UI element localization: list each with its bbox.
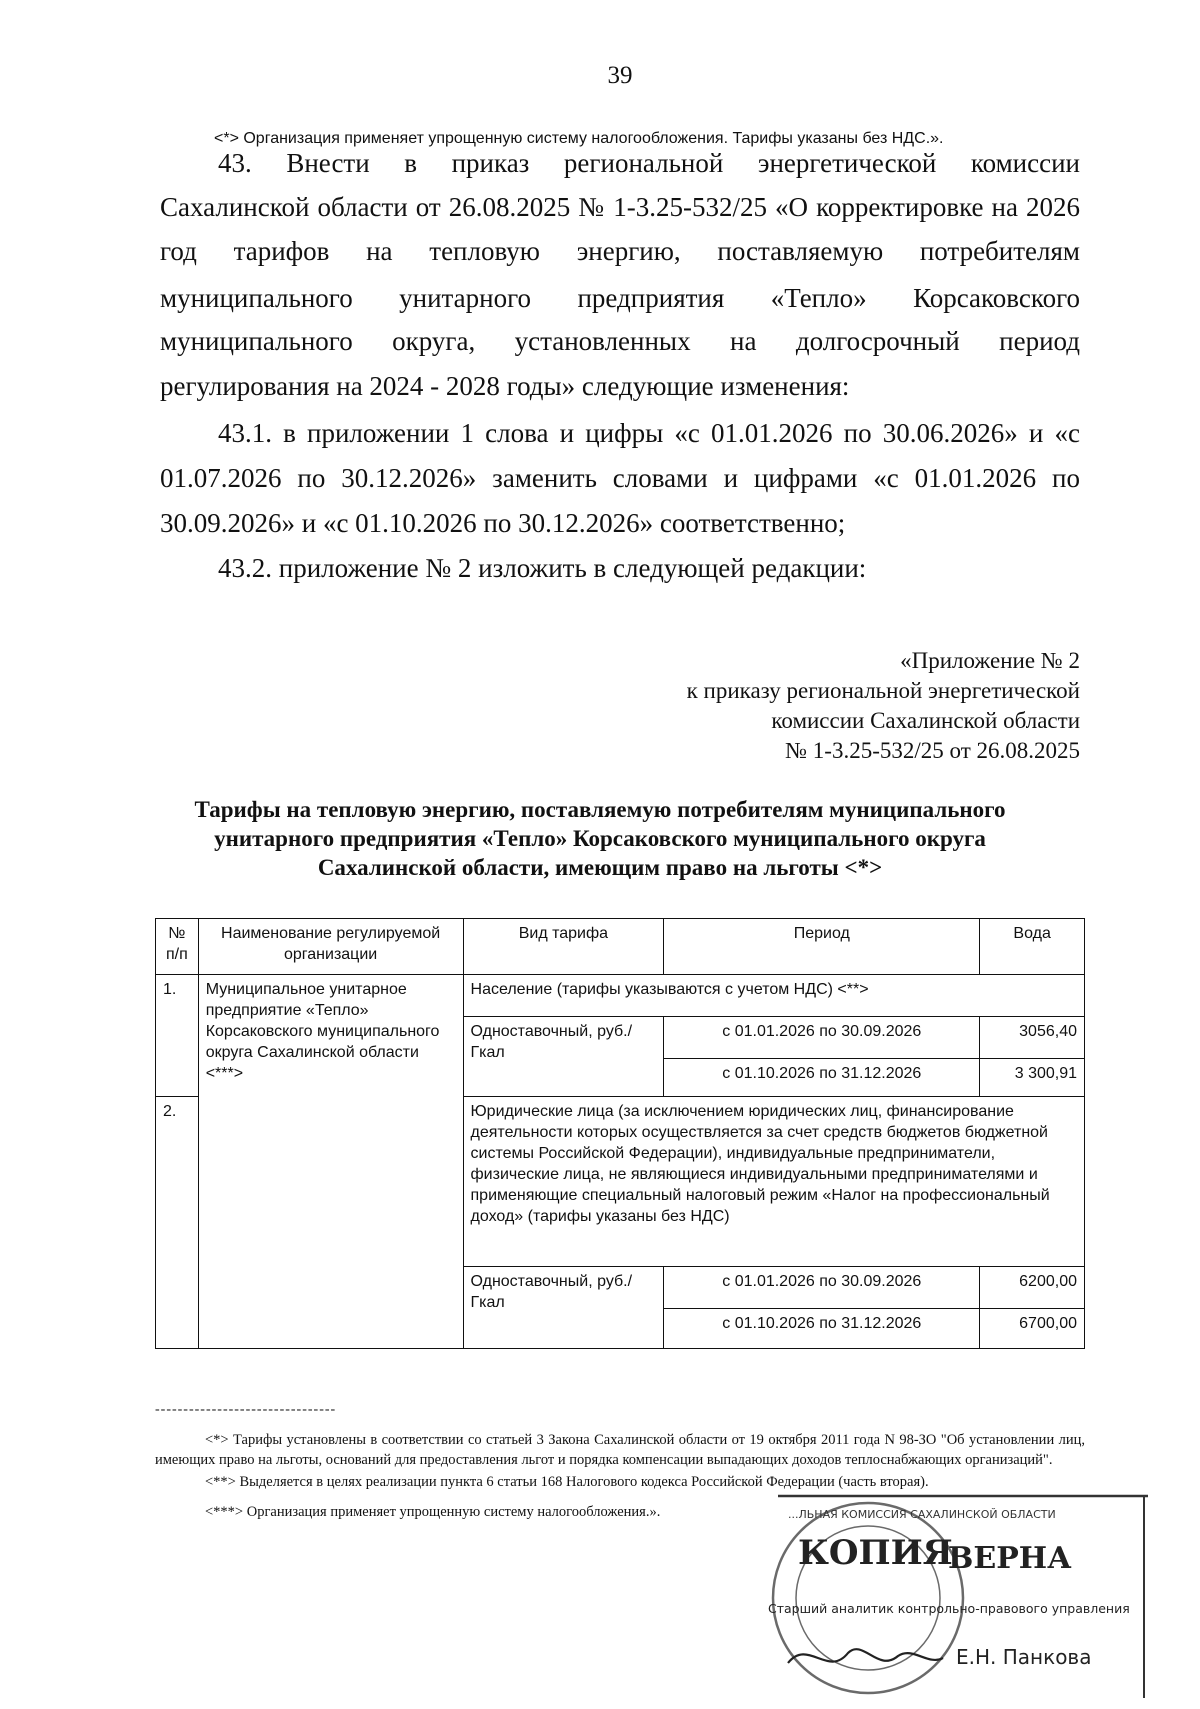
row-1-value-2: 3 300,91 [980,1059,1085,1097]
item-43-line-2: Сахалинской области от 26.08.2025 № 1-3.25-532/25 «О корректировке на 2026 [160,192,1080,222]
appendix-heading [687,646,1080,766]
header-water: Вода [980,919,1085,975]
appendix-line-3: комиссии Сахалинской области [771,708,1080,733]
item-43-line-6: регулирования на 2024 - 2028 годы» следующие изменения: [160,371,850,401]
tariff-table [155,918,1085,1349]
item-43-line-4: муниципального унитарного предприятия «Тепло» Корсаковского [160,283,1080,313]
footnote-3: <***> Организация применяет упрощенную систему налогообложения.». [205,1504,661,1520]
round-seal-outer [773,1503,963,1693]
header-period: Период [664,919,980,975]
row-1-num: 1. [156,975,199,1097]
item-43-line-1: 43. Внести в приказ региональной энергетической комиссии [218,148,1080,178]
item-43-line-5: муниципального округа, установленных на долгосрочный период [160,326,1080,356]
item-43-1-line-1: 43.1. в приложении 1 слова и цифры «с 01.01.2026 по 30.06.2026» и «с [218,418,1080,448]
certification-stamp [768,1488,1148,1703]
header-num: № п/п [156,919,199,975]
header-type: Вид тарифа [463,919,664,975]
footnote-1: <*> Тарифы установлены в соответствии со статьей 3 Закона Сахалинской области от 19 октября 2011 года N 98-ЗО "Об установлении лиц, имеющих право на льготы, оснований для предоставления льгот и порядка компенсации выпадающих доходов теплоснабжающих организаций". [155,1432,1085,1468]
top-note: <*> Организация применяет упрощенную систему налогообложения. Тарифы указаны без НДС.». [214,130,944,147]
appendix-line-4: № 1-3.25-532/25 от 26.08.2025 [785,738,1080,763]
row-2-period-1: с 01.01.2026 по 30.09.2026 [664,1267,980,1309]
org-name-cell: Муниципальное унитарное предприятие «Тепло» Корсаковского муниципального округа Сахалинской области <***> [198,975,463,1349]
row-2-tariff-type: Одноставочный, руб./Гкал [463,1267,664,1349]
row-1-period-2: с 01.10.2026 по 31.12.2026 [664,1059,980,1097]
stamp-copy: КОПИЯ [798,1533,953,1573]
stamp-name: Е.Н. Панкова [956,1645,1092,1669]
stamp-verna: ВЕРНА [948,1541,1072,1576]
footnote-rule: -------------------------------- [155,1402,337,1417]
table-row [156,975,1085,1017]
stamp-org: ...ЛЬНАЯ КОМИССИЯ САХАЛИНСКОЙ ОБЛАСТИ [788,1508,1056,1521]
page-number: 39 [607,62,633,89]
table-header-row [156,919,1085,975]
row-1-tariff-type: Одноставочный, руб./Гкал [463,1017,664,1097]
row-2-group: Юридические лица (за исключением юридических лиц, финансирование деятельности которых осуществляется за счет средств бюджетов бюджетной системы Российской Федерации), индивидуальные предприниматели, физические лица, не являющиеся индивидуальными предпринимателями и применяющие специальный налоговый режим «Налог на профессиональный доход» (тарифы указаны без НДС) [463,1097,1084,1267]
tariff-title [120,795,1080,882]
tariff-title-line-3: Сахалинской области, имеющим право на льготы <*> [317,855,883,880]
footnote-2: <**> Выделяется в целях реализации пункта 6 статьи 168 Налогового кодекса Российской Федерации (часть вторая). [205,1474,929,1490]
item-43-1-line-3: 30.09.2026» и «с 01.10.2026 по 30.12.2026» соответственно; [160,508,846,538]
item-43-line-3: год тарифов на тепловую энергию, поставляемую потребителям [160,236,1080,266]
appendix-line-2: к приказу региональной энергетической [686,678,1080,703]
row-1-group: Население (тарифы указываются с учетом НДС) <**> [463,975,1084,1017]
row-2-period-2: с 01.10.2026 по 31.12.2026 [664,1309,980,1349]
appendix-line-1: «Приложение № 2 [900,648,1080,673]
item-43-2-paragraph: 43.2. приложение № 2 изложить в следующей редакции: [218,553,867,583]
tariff-title-line-1: Тарифы на тепловую энергию, поставляемую потребителям муниципального [194,797,1006,822]
row-1-period-1: с 01.01.2026 по 30.09.2026 [664,1017,980,1059]
row-2-num: 2. [156,1097,199,1349]
item-43-1-line-2: 01.07.2026 по 30.12.2026» заменить словами и цифрами «с 01.01.2026 по [160,463,1080,493]
row-2-value-2: 6700,00 [980,1309,1085,1349]
signature [788,1649,943,1663]
stamp-dept: Старший аналитик контрольно-правового управления [768,1601,1130,1616]
row-1-value-1: 3056,40 [980,1017,1085,1059]
header-org: Наименование регулируемой организации [198,919,463,975]
row-2-value-1: 6200,00 [980,1267,1085,1309]
tariff-title-line-2: унитарного предприятия «Тепло» Корсаковского муниципального округа [214,826,986,851]
